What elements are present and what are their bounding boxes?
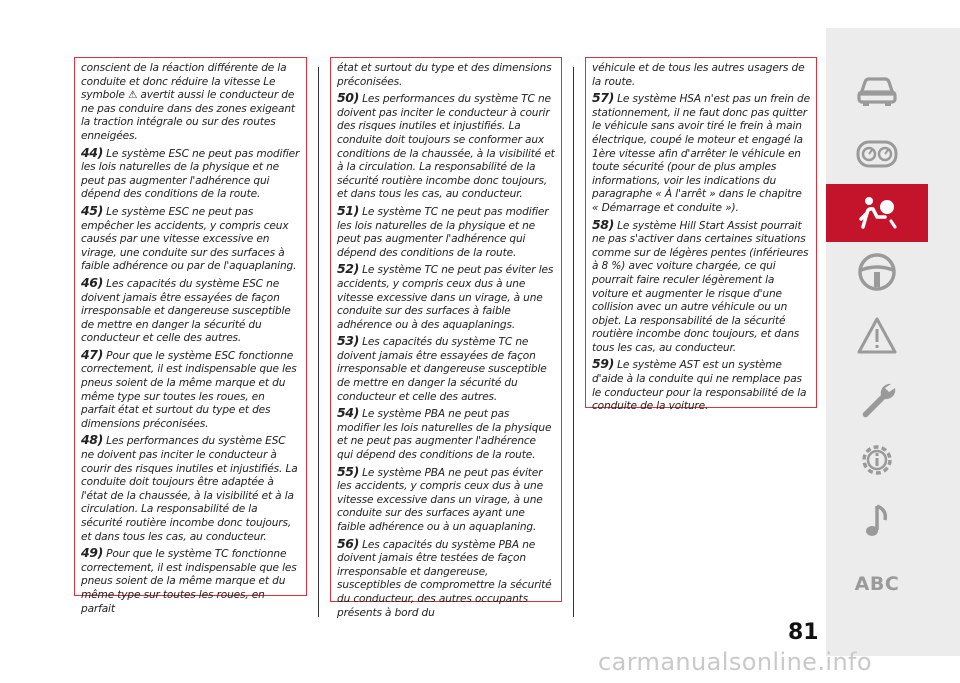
chapter-tab-multimedia[interactable] — [826, 494, 928, 550]
dashboard-icon — [855, 132, 899, 176]
note-text: Le système PBA ne peut pas modifier les lois naturelles de la physique et ne peut pas augmenter l'adhérence qui dépend des conditions de la route. — [337, 408, 552, 462]
note-paragraph — [81, 276, 300, 346]
note-number: 46) — [81, 274, 103, 290]
note-number: 52) — [337, 261, 359, 277]
note-text: Le système Hill Start Assist pourrait ne pas s'activer dans certaines situations comme sur de légères pentes (inférieures à 8 %) avec voiture chargée, ce qui pourrait faire reculer légèrement la voiture et augmenter le risque d'une collision avec un autre véhicule ou un objet. La responsabilité de la sécurité routière incombe donc toujours, et dans tous les cas, au conducteur. — [592, 219, 809, 354]
watermark: carmanualsonline.info — [598, 648, 872, 676]
note-text: Les capacités du système PBA ne doivent jamais être testées de façon irresponsable et dangereuse, susceptibles de compromettre la sécurité du conducteur, des autres occupants présents à bord du — [337, 538, 552, 619]
note-number: 56) — [337, 535, 359, 551]
column-divider — [318, 67, 319, 617]
note-paragraph — [337, 334, 555, 404]
technical-data-icon — [855, 438, 899, 482]
text-column-3 — [585, 57, 817, 413]
chapter-tab-index[interactable] — [826, 556, 928, 612]
note-number: 58) — [592, 216, 614, 232]
text-column-1 — [74, 57, 307, 615]
continued-paragraph — [592, 62, 810, 89]
note-number: 59) — [592, 356, 614, 372]
note-number: 53) — [337, 333, 359, 349]
note-number: 57) — [592, 90, 614, 106]
note-text: conscient de la réaction différente de la conduite et donc réduire la vitesse Le symbole ⚠ avertit aussi le conducteur de ne pas conduire dans des zones exigeant la traction intégrale ou sur des routes enneigées. — [81, 62, 295, 142]
note-paragraph — [592, 357, 810, 413]
note-paragraph — [337, 406, 555, 462]
column-divider — [573, 67, 574, 617]
note-paragraph — [337, 537, 555, 621]
chapter-tab-driving[interactable] — [826, 244, 928, 300]
note-paragraph — [592, 218, 810, 356]
note-text: Le système ESC ne peut pas empêcher les accidents, y compris ceux causés par une vitesse excessive en virage, une conduite sur des surfaces à faible adhérence ou par de l'aquaplaning. — [81, 205, 297, 273]
note-paragraph — [592, 91, 810, 215]
note-text: Les performances du système ESC ne doivent pas inciter le conducteur à courir des risques inutiles et injustifiés. La conduite doit toujours être adaptée à l'état de la chaussée, à la visibilité et à la circulation. La responsabilité de la sécurité routière incombe donc toujours, et dans tous les cas, au conducteur. — [81, 435, 298, 543]
note-paragraph — [81, 433, 300, 544]
continued-paragraph — [337, 62, 555, 89]
note-paragraph — [337, 204, 555, 260]
note-text: Les capacités du système TC ne doivent jamais être essayées de façon irresponsable et dangereuse susceptible de mettre en danger la sécurité du conducteur et celle des autres. — [337, 336, 547, 403]
note-number: 49) — [81, 545, 103, 561]
note-paragraph — [81, 146, 300, 202]
note-number: 50) — [337, 90, 359, 106]
chapter-tab-emergency[interactable] — [826, 308, 928, 364]
note-number: 55) — [337, 463, 359, 479]
note-number: 45) — [81, 202, 103, 218]
note-text: Les capacités du système ESC ne doivent jamais être essayées de façon irresponsable et dangereuse susceptible de mettre en danger la sécurité du conducteur et celle des autres. — [81, 277, 291, 345]
note-paragraph — [81, 204, 300, 274]
note-text: Le système TC ne peut pas modifier les lois naturelles de la physique et ne peut pas augmenter l'adhérence qui dépend des conditions de la route. — [337, 205, 549, 259]
note-text: Les performances du système TC ne doivent pas inciter le conducteur à courir des risques inutiles et injustifiés. La conduite doit toujours se conformer aux conditions de la chaussée, à la visibilité et à la circulation. La responsabilité de la sécurité routière incombe donc toujours, et dans tous les cas, au conducteur. — [337, 93, 555, 201]
steering-wheel-icon — [855, 250, 899, 294]
chapter-tab-technical[interactable] — [826, 432, 928, 488]
chapter-tab-dashboard[interactable] — [826, 126, 928, 182]
note-paragraph — [337, 91, 555, 202]
index-label: ABC — [854, 573, 900, 595]
car-icon — [855, 68, 899, 112]
note-number: 54) — [337, 405, 359, 421]
note-text: véhicule et de tous les autres usagers de la route. — [592, 62, 805, 88]
text-column-2 — [330, 57, 562, 619]
note-paragraph — [81, 546, 300, 616]
note-text: état et surtout du type et des dimensions préconisées. — [337, 62, 552, 88]
note-number: 48) — [81, 432, 103, 448]
note-number: 47) — [81, 346, 103, 362]
continued-paragraph — [81, 62, 300, 144]
chapter-tab-maintenance[interactable] — [826, 372, 928, 428]
note-text: Pour que le système ESC fonctionne correctement, il est indispensable que les pneus soient de la même marque et du même type sur toutes les roues, en parfait état et surtout du type et des dimensions préconisées. — [81, 349, 297, 430]
chapter-tab-car[interactable] — [826, 62, 928, 118]
note-number: 44) — [81, 144, 103, 160]
note-text: Pour que le système TC fonctionne correctement, il est indispensable que les pneus soient de la même marque et du même type sur toutes les roues, en parfait — [81, 548, 297, 615]
warning-triangle-icon — [855, 314, 899, 358]
airbag-safety-icon — [855, 191, 899, 235]
wrench-icon — [855, 378, 899, 422]
music-note-icon — [855, 500, 899, 544]
page-number: 81 — [788, 620, 819, 645]
chapter-tab-safety[interactable] — [826, 184, 928, 242]
note-text: Le système TC ne peut pas éviter les accidents, y compris ceux dus à une vitesse excessive dans un virage, à une conduite sur des surfaces à faible adhérence ou à des aquaplanings. — [337, 264, 554, 331]
note-paragraph — [81, 348, 300, 432]
note-text: Le système AST est un système d'aide à la conduite qui ne remplace pas le conducteur pour la responsabilité de la conduite de la voiture. — [592, 359, 807, 413]
note-text: Le système PBA ne peut pas éviter les accidents, y compris ceux dus à une vitesse excessive dans un virage, à une conduite sur des surfaces ayant une faible adhérence ou à un aquaplaning. — [337, 466, 543, 533]
note-paragraph — [337, 262, 555, 332]
note-paragraph — [337, 465, 555, 535]
note-number: 51) — [337, 202, 359, 218]
note-text: Le système ESC ne peut pas modifier les lois naturelles de la physique et ne peut pas augmenter l'adhérence qui dépend des conditions de la route. — [81, 147, 300, 201]
note-text: Le système HSA n'est pas un frein de stationnement, il ne faut donc pas quitter le véhicule sans avoir tiré le frein à main électrique, coupé le moteur et engagé la 1ère vitesse afin d'arrêter le véhicule en toute sécurité (pour de plus amples informations, voir les indications du paragraphe « À l'arrêt » dans le chapitre « Démarrage et conduite »). — [592, 93, 810, 214]
